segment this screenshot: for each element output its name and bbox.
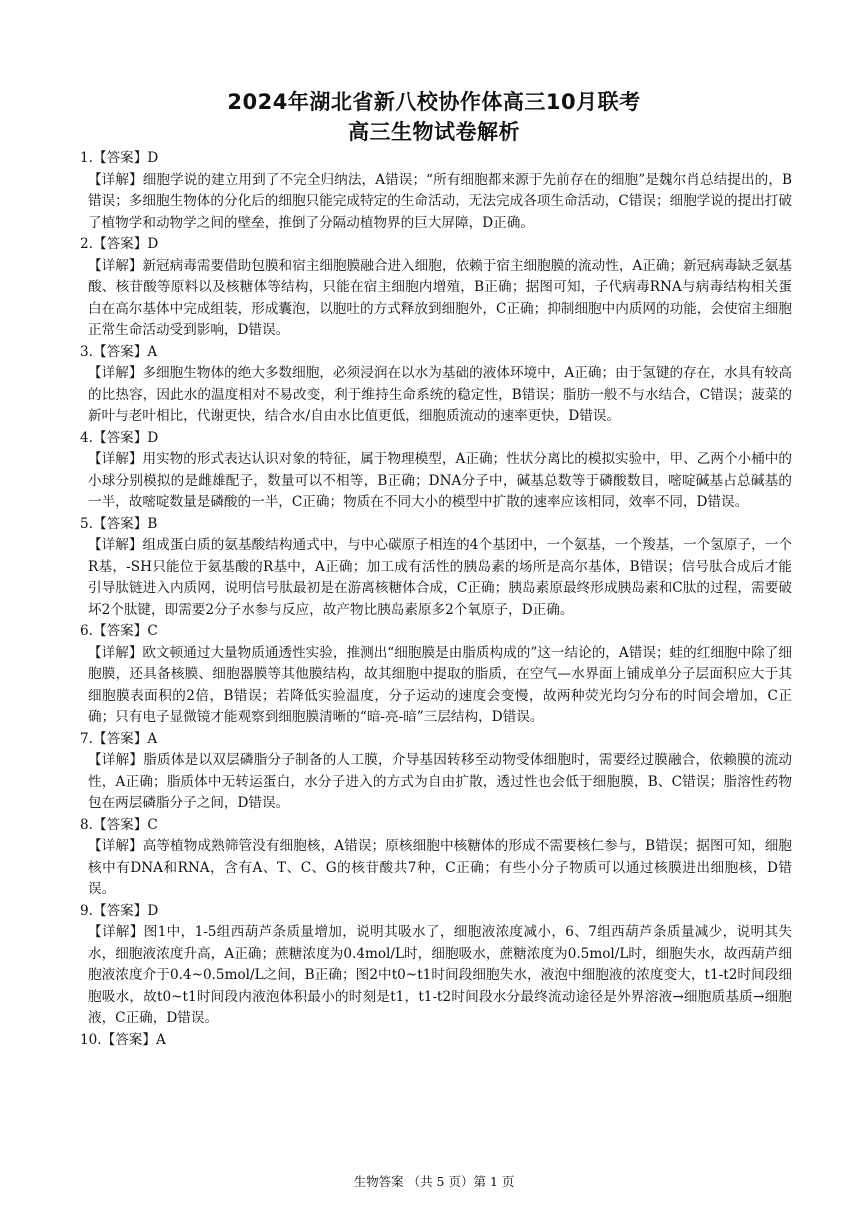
answer-item <box>80 234 792 342</box>
answer-item <box>80 901 792 1030</box>
answer-header <box>80 342 792 364</box>
question-number: 8. <box>80 816 93 833</box>
question-number: 10. <box>80 1031 102 1048</box>
answer-explanation: 【详解】用实物的形式表达认识对象的特征，属于物理模型，A正确；性状分离比的模拟实验中，甲、乙两个小桶中的小球分别模拟的是雌雄配子，数量可以不相等，B正确；DNA分子中，碱基总数等于磷酸数目，嘧啶碱基占总碱基的一半，故嘧啶数量是磷酸的一半，C正确；物质在不同大小的模型中扩散的速率应该相同，效率不同，D错误。 <box>88 451 792 510</box>
answer-explanation: 【详解】细胞学说的建立用到了不完全归纳法，A错误；“所有细胞都来源于先前存在的细胞”是魏尔肖总结提出的，B错误；多细胞生物体的分化后的细胞只能完成特定的生命活动，无法完成各项生命活动，C错误；细胞学说的提出打破了植物学和动物学之间的壁垒，推倒了分隔动植物界的巨大屏障，D正确。 <box>88 171 792 231</box>
answer-list <box>80 148 792 1051</box>
answer-explanation: 【详解】脂质体是以双层磷脂分子制备的人工膜，介导基因转移至动物受体细胞时，需要经过膜融合，依赖膜的流动性，A正确；脂质体中无转运蛋白，水分子进入的方式为自由扩散，透过性也会低于细胞膜，B、C错误；脂溶性药物包在两层磷脂分子之间，D错误。 <box>88 752 792 811</box>
question-number: 2. <box>80 236 93 252</box>
answer-explanation: 【详解】高等植物成熟筛管没有细胞核，A错误；原核细胞中核糖体的形成不需要核仁参与，B错误；据图可知，细胞核中有DNA和RNA，含有A、T、C、G的核苷酸共7种，C正确；有些小分子物质可以通过核膜进出细胞核，D错误。 <box>88 838 792 897</box>
answer-key: 【答案】C <box>92 623 158 639</box>
answer-item <box>80 514 792 622</box>
answer-header <box>80 514 792 536</box>
answer-explanation: 【详解】新冠病毒需要借助包膜和宿主细胞膜融合进入细胞，依赖于宿主细胞膜的流动性，A正确；新冠病毒缺乏氨基酸、核苷酸等原料以及核糖体等结构，只能在宿主细胞内增殖，B正确；据图可知，子代病毒RNA与病毒结构相关蛋白在高尔基体中完成组装，形成囊泡，以胞吐的方式释放到细胞外，C正确；抑制细胞中内质网的功能，会使宿主细胞正常生命活动受到影响，D错误。 <box>88 257 792 338</box>
answer-key: 【答案】D <box>92 902 159 919</box>
answer-item <box>80 815 792 901</box>
question-number: 4. <box>80 429 93 446</box>
document-subtitle: 高三生物试卷解析 <box>348 120 520 144</box>
answer-explanation: 【详解】欧文顿通过大量物质通透性实验，推测出“细胞膜是由脂质构成的”这一结论的，A错误；蛙的红细胞中除了细胞膜，还具备核膜、细胞器膜等其他膜结构，故其细胞中提取的脂质，在空气—水界面上铺成单分子层面积应大于其细胞膜表面积的2倍，B错误；若降低实验温度，分子运动的速度会变慢，故两种荧光均匀分布的时间会增加，C正确；只有电子显微镜才能观察到细胞膜清晰的“暗-亮-暗”三层结构，D错误。 <box>88 644 792 725</box>
page-footer: 生物答案 （共 5 页）第 1 页 <box>353 1174 515 1189</box>
question-number: 5. <box>80 515 93 532</box>
answer-key: 【答案】C <box>92 816 158 833</box>
answer-item <box>80 148 792 234</box>
answer-header <box>80 148 792 170</box>
answer-item <box>80 729 792 815</box>
answer-header <box>80 428 792 450</box>
answer-key: 【答案】A <box>92 343 158 360</box>
answer-item <box>80 342 792 428</box>
answer-item <box>80 428 792 514</box>
answer-explanation: 【详解】图1中，1-5组西葫芦条质量增加，说明其吸水了，细胞液浓度减小，6、7组西葫芦条质量减少，说明其失水，细胞液浓度升高，A正确；蔗糖浓度为0.4mol/L时，细胞吸水，蔗糖浓度为0.5mol/L时，细胞失水，故西葫芦细胞液浓度介于0.4~0.5mol/L之间，B正确；图2中t0~t1时间段细胞失水，液泡中细胞液的浓度变大，t1-t2时间段细胞吸水，故t0~t1时间段内液泡体积最小的时刻是t1，t1-t2时间段水分最终流动途径是外界溶液→细胞质基质→细胞液，C正确，D错误。 <box>88 924 792 1026</box>
answer-key: 【答案】A <box>92 730 158 747</box>
answer-header <box>80 815 792 837</box>
answer-key: 【答案】D <box>92 236 159 252</box>
question-number: 7. <box>80 730 93 747</box>
answer-explanation: 【详解】多细胞生物体的绝大多数细胞，必须浸润在以水为基础的液体环境中，A正确；由于氢键的存在，水具有较高的比热容，因此水的温度相对不易改变，利于维持生命系统的稳定性，B错误；脂肪一般不与水结合，C错误；菠菜的新叶与老叶相比，代谢更快，结合水/自由水比值更低，细胞质流动的速率更快，D错误。 <box>88 365 792 424</box>
answer-header <box>80 901 792 923</box>
question-number: 9. <box>80 902 93 919</box>
question-number: 6. <box>80 623 93 639</box>
question-number: 3. <box>80 343 93 360</box>
answer-key: 【答案】B <box>92 515 158 532</box>
document-title: 2024年湖北省新八校协作体高三10月联考 <box>227 90 641 114</box>
answer-item <box>80 1030 792 1052</box>
answer-explanation: 【详解】组成蛋白质的氨基酸结构通式中，与中心碳原子相连的4个基团中，一个氨基，一个羧基，一个氢原子，一个R基，-SH只能位于氨基酸的R基中，A正确；加工成有活性的胰岛素的场所是高尔基体，B错误；信号肽合成后才能引导肽链进入内质网，说明信号肽最初是在游离核糖体合成，C正确；胰岛素原最终形成胰岛素和C肽的过程，需要破坏2个肽键，即需要2分子水参与反应，故产物比胰岛素原多2个氧原子，D正确。 <box>88 537 792 618</box>
answer-key: 【答案】D <box>92 429 159 446</box>
question-number: 1. <box>80 150 93 166</box>
answer-header <box>80 1030 792 1052</box>
answer-header <box>80 621 792 643</box>
answer-header <box>80 234 792 256</box>
answer-item <box>80 621 792 729</box>
answer-key: 【答案】A <box>101 1031 166 1048</box>
answer-header <box>80 729 792 751</box>
answer-key: 【答案】D <box>92 150 159 166</box>
